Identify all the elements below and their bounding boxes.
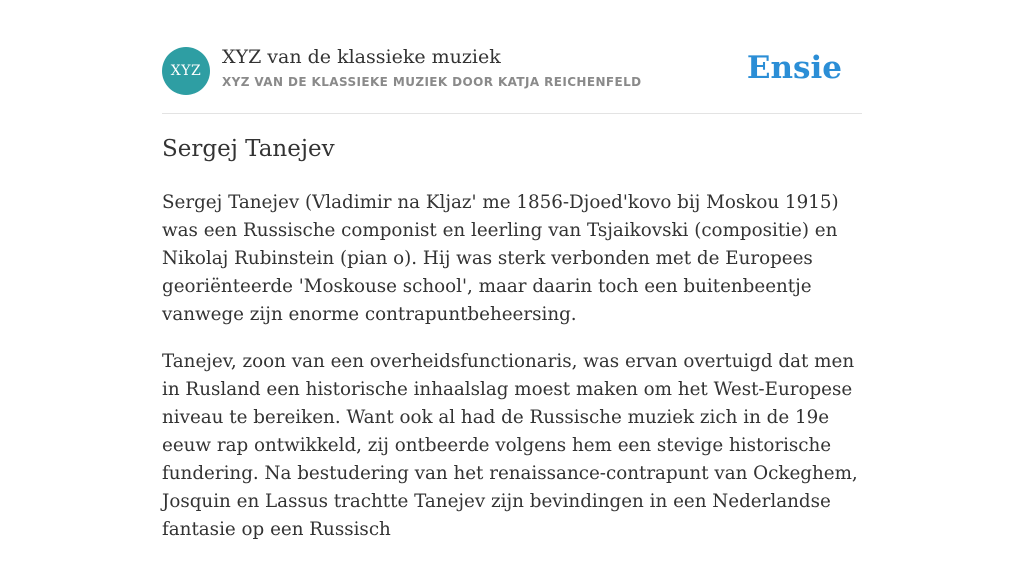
page-container (162, 0, 862, 540)
article-paragraph: Sergej Tanejev (Vladimir na Kljaz' me 1856-Djoed'kovo bij Moskou 1915) was een Russische componist en leerling van Tsjaikovski (compositie) en Nikolaj Rubinstein (pian o). Hij was sterk verbonden met de Europees georiënteerde 'Moskouse school', maar daarin toch een buitenbeentje vanwege zijn enorme contrapuntbeheersing. (162, 192, 839, 325)
article-body (162, 189, 862, 563)
publication-subtitle[interactable]: XYZ VAN DE KLASSIEKE MUZIEK DOOR KATJA REICHENFELD (222, 75, 642, 89)
brand-logo[interactable]: Ensie (746, 50, 842, 86)
publication-header (162, 0, 862, 114)
article-paragraph: Tanejev, zoon van een overheidsfunctionaris, was ervan overtuigd dat men in Rusland een historische inhaalslag moest maken om het West-Europese niveau te bereiken. Want ook al had de Russische muziek zich in de 19e eeuw rap ontwikkeld, zij ontbeerde volgens hem een stevige historische fundering. Na bestudering van het renaissance-contrapunt van Ockeghem, Josquin en Lassus trachtte Tanejev zijn bevindingen in een Nederlandse fantasie op een Russisch (162, 351, 858, 540)
publication-avatar[interactable]: XYZ (162, 47, 210, 95)
article-title: Sergej Tanejev (162, 136, 335, 162)
publication-title[interactable]: XYZ van de klassieke muziek (222, 46, 501, 68)
